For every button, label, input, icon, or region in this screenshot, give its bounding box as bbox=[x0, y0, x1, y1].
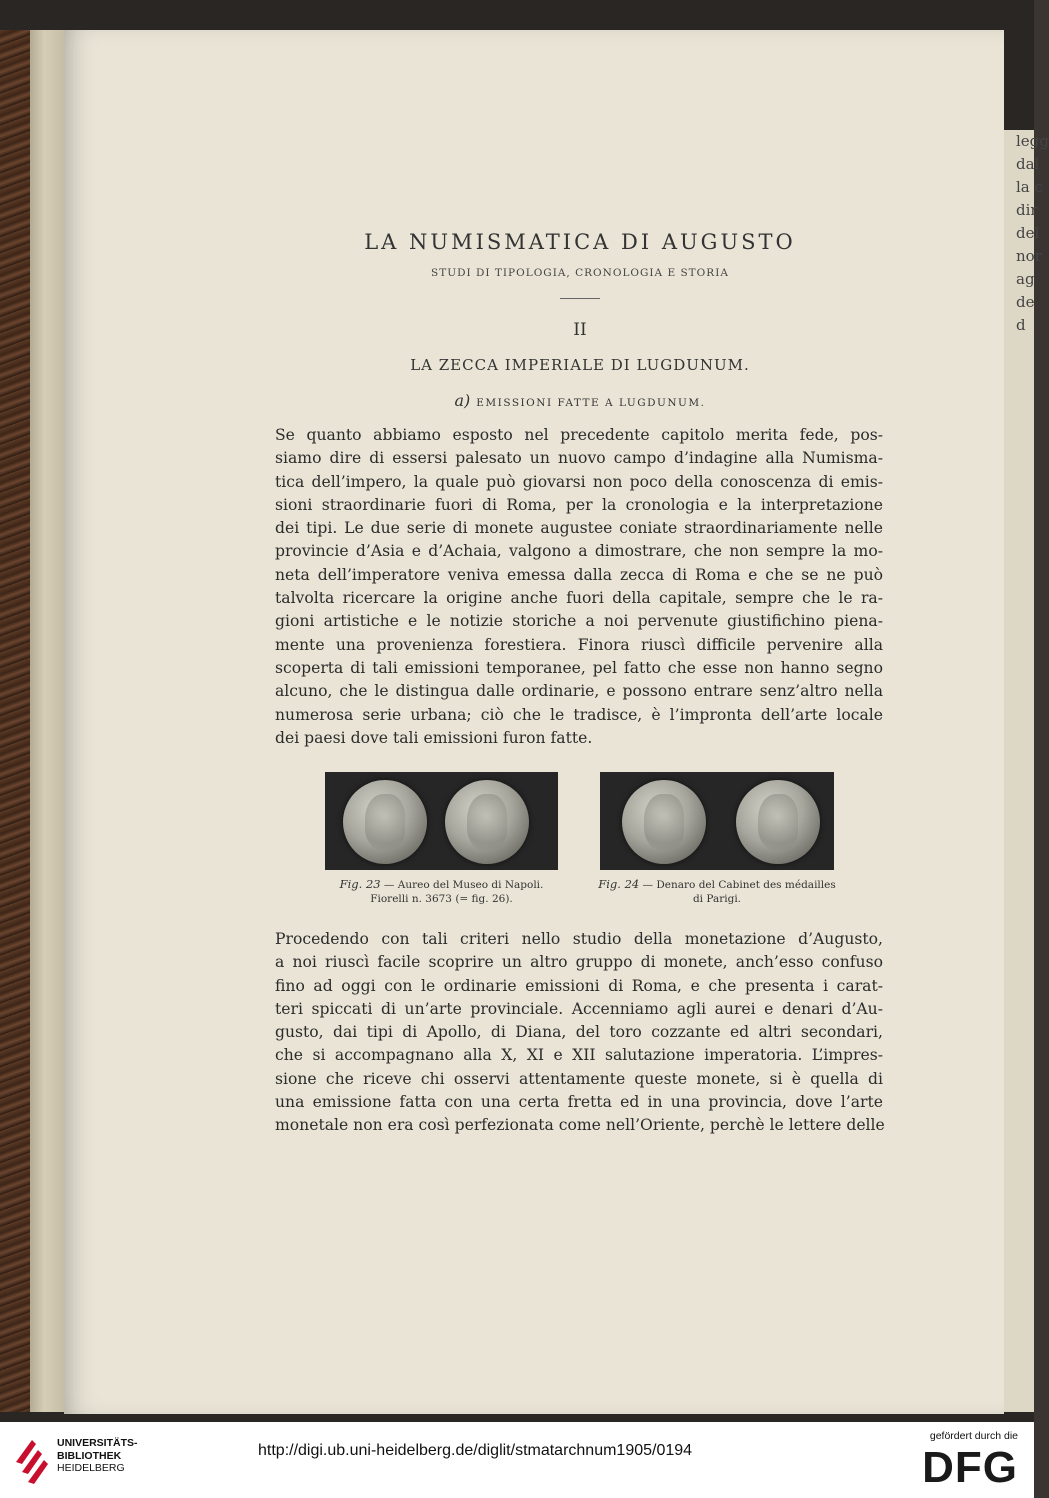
text-line: monetale non era così perfezionata come nell’Oriente, perchè le lettere delle bbox=[275, 1116, 885, 1135]
next-page-fragment: d bbox=[1016, 316, 1026, 334]
library-name-line: HEIDELBERG bbox=[57, 1462, 125, 1474]
library-name-line: UNIVERSITÄTS- bbox=[57, 1437, 138, 1449]
university-library-logo-icon bbox=[12, 1432, 50, 1486]
text-line: siamo dire di essersi palesato un nuovo campo d’indagine alla Numisma- bbox=[275, 449, 883, 468]
section-title: LA ZECCA IMPERIALE DI LUGDUNUM. bbox=[410, 356, 750, 374]
paragraph-2 bbox=[275, 928, 883, 1138]
next-page-fragment: dir bbox=[1016, 201, 1038, 219]
text-line: che si accompagnano alla X, XI e XII salutazione imperatoria. L’impres- bbox=[275, 1046, 883, 1065]
chapter-number: II bbox=[573, 320, 587, 340]
paragraph-1 bbox=[275, 424, 883, 750]
next-page-fragment: nor bbox=[1016, 247, 1042, 265]
text-line: tica dell’impero, la quale può giovarsi non poco della conoscenza di emis- bbox=[275, 472, 883, 491]
book-spine-cloth bbox=[30, 30, 66, 1412]
text-line: numerosa serie urbana; ciò che le tradisce, è l’impronta dell’arte locale bbox=[275, 705, 883, 724]
figure-23-caption bbox=[325, 877, 558, 906]
caption-text: — Denaro del Cabinet des médailles bbox=[639, 879, 836, 891]
next-page-edge bbox=[1004, 130, 1049, 1412]
coin-reverse-image bbox=[445, 780, 529, 864]
library-name bbox=[57, 1437, 138, 1475]
next-page-fragment: la c bbox=[1016, 178, 1043, 196]
caption-text: — Aureo del Museo di Napoli. bbox=[380, 879, 544, 891]
figure-label: Fig. 23 bbox=[339, 877, 381, 891]
article-title: LA NUMISMATICA DI AUGUSTO bbox=[364, 230, 796, 254]
next-page-fragment: ag bbox=[1016, 270, 1035, 288]
text-line: fino ad oggi con le ordinarie emissioni di Roma, e che presenta i carat- bbox=[275, 976, 883, 995]
caption-text: Fiorelli n. 3673 (= fig. 26). bbox=[370, 893, 513, 905]
text-line: Procedendo con tali criteri nello studio della monetazione d’Augusto, bbox=[275, 930, 883, 948]
next-page-fragment: de bbox=[1016, 293, 1035, 311]
text-line: teri spiccati di un’arte provinciale. Accenniamo agli aurei e denari d’Au- bbox=[275, 999, 883, 1018]
footer-bar bbox=[0, 1422, 1034, 1498]
article-subtitle: STUDI DI TIPOLOGIA, CRONOLOGIA E STORIA bbox=[431, 267, 729, 279]
funded-by-label: gefördert durch die bbox=[929, 1430, 1018, 1442]
text-line: a noi riuscì facile scoprire un altro gruppo di monete, anch’esso confuso bbox=[275, 953, 883, 972]
text-line: dei tipi. Le due serie di monete augustee coniate straordinariamente nelle bbox=[275, 519, 883, 538]
text-line: provincie d’Asia e d’Achaia, valgono a dimostrare, che non sempre la mo- bbox=[275, 542, 883, 561]
text-line: neta dell’imperatore veniva emessa dalla zecca di Roma e che se ne può bbox=[275, 565, 883, 584]
text-line: alcuno, che le distingua dalle ordinarie, e possono entrare senz’altro nella bbox=[275, 682, 883, 701]
text-line: sione che riceve chi osservi attentamente queste monete, si è quella di bbox=[275, 1069, 883, 1088]
figure-24-image bbox=[600, 772, 834, 870]
text-line: gioni artistiche e le notizie storiche a noi pervenute giustifichino piena- bbox=[275, 612, 883, 631]
text-line: dei paesi dove tali emissioni furon fatte. bbox=[275, 728, 593, 747]
coin-obverse-image bbox=[343, 780, 427, 864]
text-line: talvolta ricercare la origine anche fuori della capitale, sempre che le ra- bbox=[275, 589, 883, 608]
next-page-fragment: dal bbox=[1016, 155, 1040, 173]
figure-label: Fig. 24 bbox=[598, 877, 640, 891]
text-line: mente una provenienza forestiera. Finora riuscì difficile pervenire alla bbox=[275, 635, 883, 654]
coin-reverse-image bbox=[736, 780, 820, 864]
caption-text: di Parigi. bbox=[692, 893, 742, 905]
subsection-letter: a) bbox=[454, 391, 471, 410]
text-line: scoperta di tali emissioni temporanee, pel fatto che esse non hanno segno bbox=[275, 658, 883, 677]
next-page-fragment: del bbox=[1016, 224, 1040, 242]
text-line: Se quanto abbiamo esposto nel precedente capitolo merita fede, pos- bbox=[275, 426, 883, 444]
figure-24-caption bbox=[590, 877, 844, 906]
dfg-logo: DFG bbox=[922, 1443, 1018, 1492]
figure-23-image bbox=[325, 772, 558, 870]
subsection-heading bbox=[275, 391, 885, 410]
text-line: sioni straordinarie fuori di Roma, per la cronologia e la interpretazione bbox=[275, 495, 883, 514]
subsection-title: EMISSIONI FATTE A LUGDUNUM. bbox=[476, 397, 706, 409]
library-name-line: BIBLIOTHEK bbox=[57, 1449, 122, 1462]
next-page-fragment: legg bbox=[1016, 132, 1049, 150]
permalink-url[interactable]: http://digi.ub.uni-heidelberg.de/diglit/stmatarchnum1905/0194 bbox=[258, 1442, 693, 1459]
text-line: gusto, dai tipi di Apollo, di Diana, del toro cozzante ed altri secondari, bbox=[275, 1023, 883, 1042]
coin-obverse-image bbox=[622, 780, 706, 864]
title-divider bbox=[560, 298, 600, 299]
text-line: una emissione fatta con una certa fretta ed in una provincia, dove l’arte bbox=[275, 1093, 883, 1112]
